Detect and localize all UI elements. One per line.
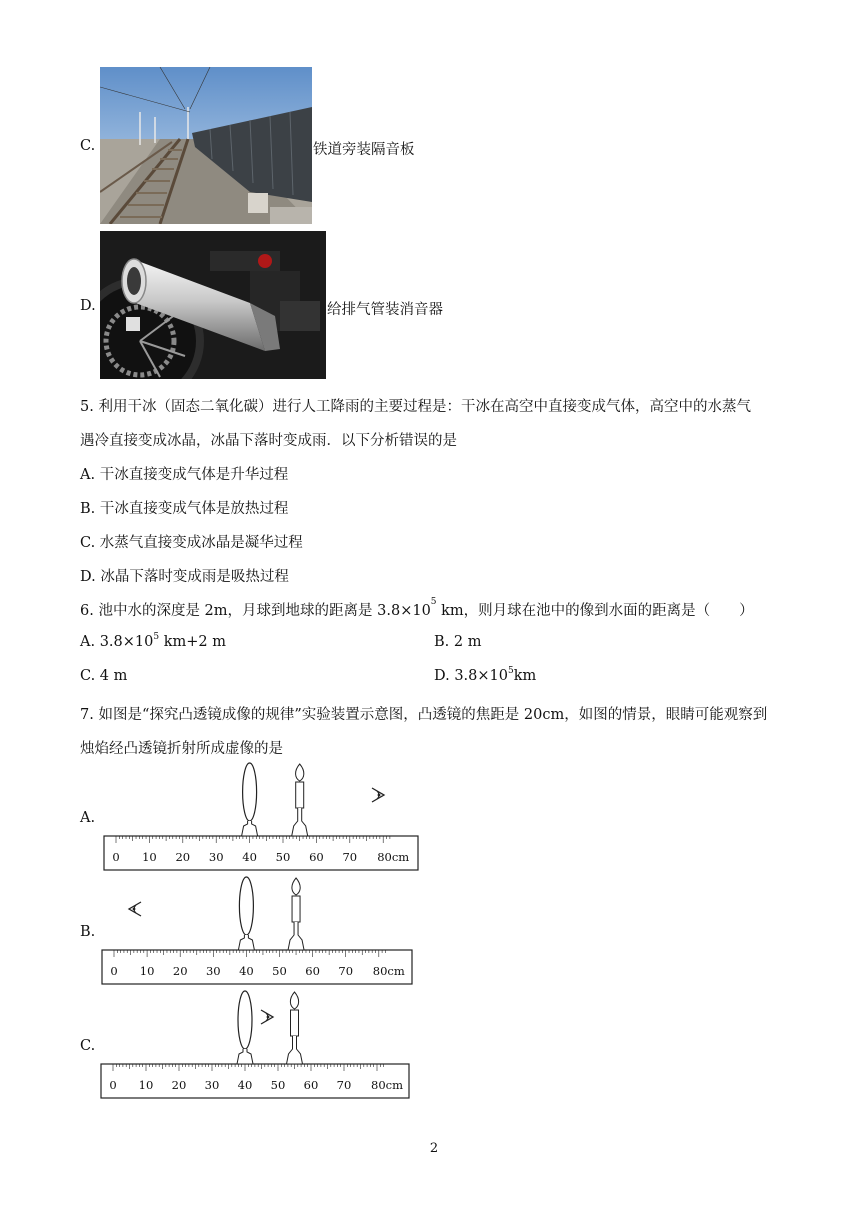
lens-holder xyxy=(238,935,254,950)
ruler-label: 50 xyxy=(272,964,287,978)
ruler-label: 60 xyxy=(303,1078,319,1092)
q5-stem-line1: 5. 利用干冰（固态二氧化碳）进行人工降雨的主要过程是：干冰在高空中直接变成气体，高空中的水蒸气 xyxy=(80,399,751,415)
q6-option-a-exponent: 5 xyxy=(153,632,160,642)
ruler-label: 0 xyxy=(112,850,120,864)
q5-option-d: D. 冰晶下落时变成雨是吸热过程 xyxy=(80,569,289,585)
q6-stem-exponent: 5 xyxy=(430,597,437,607)
q7-option-b-letter: B. xyxy=(80,924,96,940)
ruler-label: 30 xyxy=(208,850,224,864)
ruler-label: 80cm xyxy=(371,1078,403,1092)
ruler-label: 30 xyxy=(204,1078,220,1092)
q7-stem-line2: 烛焰经凸透镜折射所成虚像的是 xyxy=(80,741,283,757)
option-c-caption: 铁道旁装隔音板 xyxy=(313,142,415,158)
q6-option-d-part1: D. 3.8×10 xyxy=(434,668,508,684)
page-number: 2 xyxy=(429,1141,439,1156)
ruler-label: 40 xyxy=(242,850,257,864)
convex-lens xyxy=(238,991,252,1049)
ruler-label: 70 xyxy=(338,964,354,978)
candle xyxy=(291,1010,299,1036)
q6-stem xyxy=(80,599,754,620)
candle-holder xyxy=(292,808,308,836)
q7-stem-line1: 7. 如图是“探究凸透镜成像的规律”实验装置示意图，凸透镜的焦距是 20cm，如图的情景，眼睛可能观察到 xyxy=(80,707,768,723)
convex-lens xyxy=(239,877,253,935)
q7-option-c-letter: C. xyxy=(80,1038,96,1054)
q6-option-b: B. 2 m xyxy=(434,634,482,650)
candle xyxy=(296,782,304,808)
q7-diagram-b xyxy=(98,872,416,988)
ruler-label: 20 xyxy=(172,964,188,978)
candle-flame xyxy=(292,878,300,895)
q7-diagram-a xyxy=(100,758,422,874)
q6-option-a-part1: A. 3.8×10 xyxy=(80,634,154,650)
option-c-letter: C. xyxy=(80,138,96,154)
q5-stem-line2: 遇冷直接变成冰晶，冰晶下落时变成雨．以下分析错误的是 xyxy=(80,433,457,449)
ruler-label: 50 xyxy=(270,1078,286,1092)
ruler-label: 10 xyxy=(138,1078,154,1092)
q6-option-c: C. 4 m xyxy=(80,668,128,684)
ruler-label: 30 xyxy=(205,964,221,978)
railway-noise-barrier-photo xyxy=(100,67,312,224)
ruler-label: 60 xyxy=(309,850,324,864)
eye-icon xyxy=(261,1010,273,1024)
q5-option-c: C. 水蒸气直接变成冰晶是凝华过程 xyxy=(80,535,303,551)
eye-icon xyxy=(372,788,384,802)
option-d-caption: 给排气管装消音器 xyxy=(327,302,443,318)
q7-diagram-c xyxy=(97,986,413,1102)
ruler-label: 40 xyxy=(237,1078,253,1092)
q6-option-d-exponent: 5 xyxy=(508,666,514,676)
candle-flame xyxy=(290,992,298,1009)
q5-option-a: A. 干冰直接变成气体是升华过程 xyxy=(80,467,289,483)
ruler-label: 20 xyxy=(171,1078,187,1092)
motorcycle-exhaust-muffler-photo xyxy=(100,231,326,379)
q6-option-a xyxy=(80,634,226,650)
ruler-label: 10 xyxy=(142,850,157,864)
ruler-label: 50 xyxy=(275,850,291,864)
q6-stem-part2: km，则月球在池中的像到水面的距离是（ ） xyxy=(436,603,754,619)
ruler-label: 80cm xyxy=(377,850,410,864)
ruler-label: 10 xyxy=(139,964,155,978)
candle-flame xyxy=(296,764,304,781)
q6-option-a-part2: km+2 m xyxy=(159,634,226,650)
lens-holder xyxy=(237,1049,253,1064)
ruler-label: 20 xyxy=(175,850,191,864)
optical-bench-svg xyxy=(97,986,413,1102)
option-d-letter: D. xyxy=(80,298,96,314)
eye-icon xyxy=(129,902,141,916)
ruler-label: 40 xyxy=(239,964,254,978)
q6-stem-part1: 6. 池中水的深度是 2m，月球到地球的距离是 3.8×10 xyxy=(80,603,431,619)
candle xyxy=(292,896,300,922)
q5-option-b: B. 干冰直接变成气体是放热过程 xyxy=(80,501,289,517)
ruler-label: 60 xyxy=(305,964,320,978)
q6-option-d-part2: km xyxy=(513,668,537,684)
ruler-label: 80cm xyxy=(372,964,405,978)
optical-bench-svg xyxy=(100,758,422,874)
convex-lens xyxy=(243,763,257,821)
ruler-label: 0 xyxy=(110,964,118,978)
candle-holder xyxy=(287,1036,303,1064)
candle-holder xyxy=(288,922,304,950)
optical-bench-svg xyxy=(98,872,416,988)
ruler-label: 70 xyxy=(342,850,358,864)
ruler-label: 70 xyxy=(336,1078,352,1092)
ruler-label: 0 xyxy=(109,1078,117,1092)
q7-option-a-letter: A. xyxy=(80,810,96,826)
q6-option-d xyxy=(434,668,536,684)
lens-holder xyxy=(242,821,258,836)
